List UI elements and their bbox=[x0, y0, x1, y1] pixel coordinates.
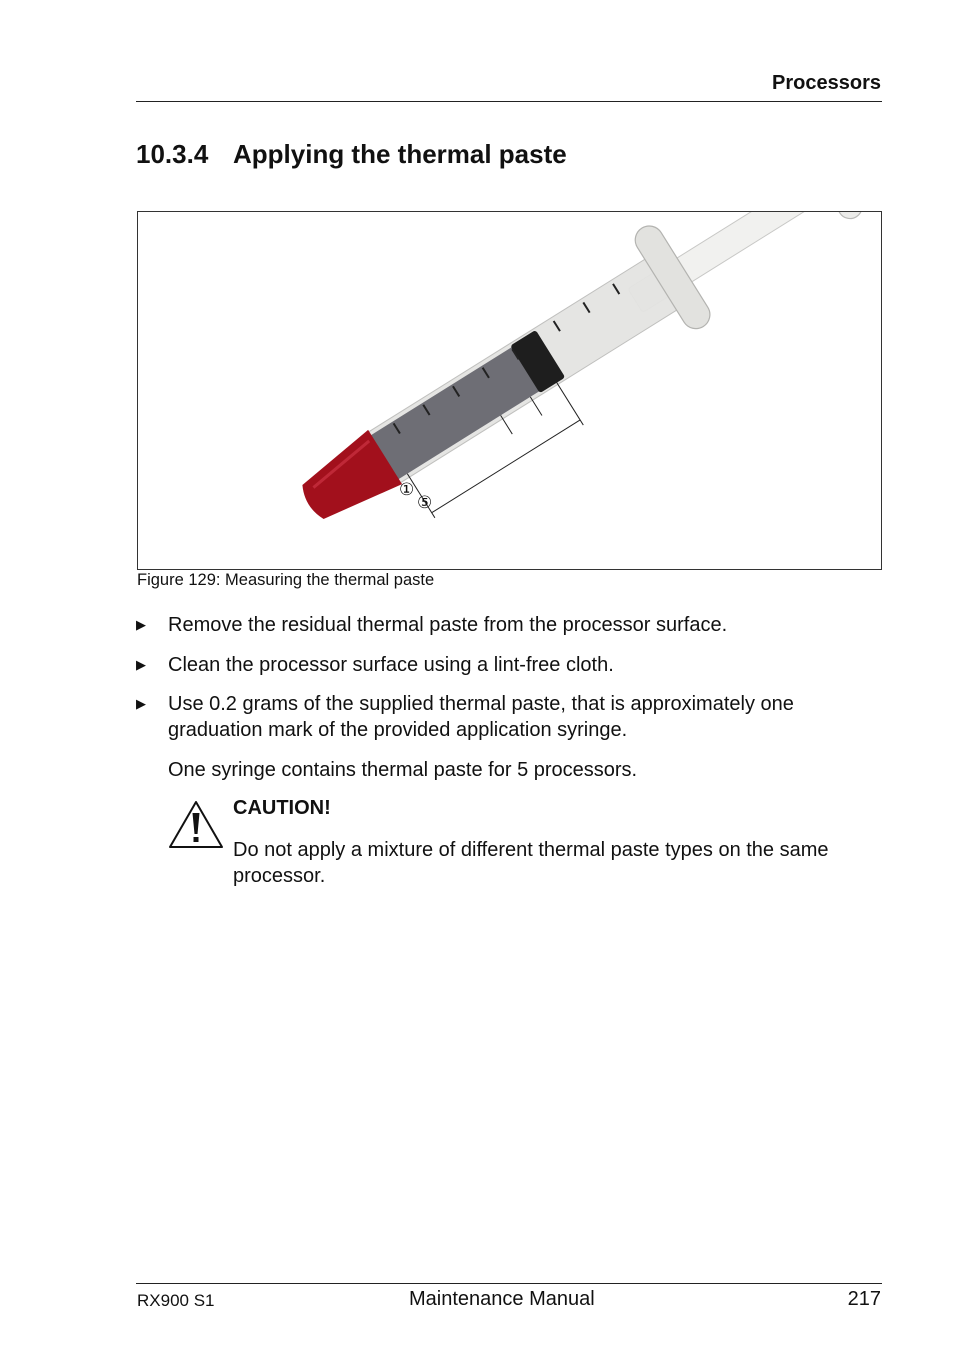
step-text: Use 0.2 grams of the supplied thermal paste, that is approximately one graduation mark of the provided application syringe. bbox=[168, 693, 794, 741]
bullet-arrow-icon: ▶ bbox=[136, 657, 146, 672]
running-header: Processors bbox=[772, 72, 881, 94]
bullet-arrow-icon: ▶ bbox=[136, 617, 146, 632]
callout-1: ① bbox=[399, 480, 415, 499]
syringe-illustration bbox=[138, 212, 881, 569]
caution-title: CAUTION! bbox=[233, 797, 331, 819]
section-title: Applying the thermal paste bbox=[233, 139, 567, 169]
thermal-paste bbox=[367, 342, 547, 481]
footer-model: RX900 S1 bbox=[137, 1291, 215, 1310]
warning-triangle-icon bbox=[168, 800, 224, 855]
bullet-arrow-icon: ▶ bbox=[136, 696, 146, 711]
plunger-disc bbox=[797, 212, 866, 223]
header-divider bbox=[136, 101, 882, 102]
figure-caption: Figure 129: Measuring the thermal paste bbox=[137, 571, 435, 589]
step-text: Clean the processor surface using a lint-free cloth. bbox=[168, 654, 614, 676]
figure-frame bbox=[137, 211, 882, 570]
section-heading bbox=[136, 139, 567, 170]
note-text: One syringe contains thermal paste for 5 processors. bbox=[168, 759, 638, 781]
page-number: 217 bbox=[847, 1288, 881, 1310]
step-item bbox=[136, 652, 856, 678]
section-number: 10.3.4 bbox=[136, 139, 209, 169]
step-text: Remove the residual thermal paste from the processor surface. bbox=[168, 614, 728, 636]
footer-divider bbox=[136, 1283, 882, 1284]
footer-manual-title: Maintenance Manual bbox=[409, 1288, 595, 1310]
callout-5: ⑤ bbox=[417, 493, 433, 512]
caution-text: Do not apply a mixture of different thermal paste types on the same processor. bbox=[233, 839, 829, 887]
step-item bbox=[136, 612, 856, 638]
step-item bbox=[136, 691, 856, 743]
